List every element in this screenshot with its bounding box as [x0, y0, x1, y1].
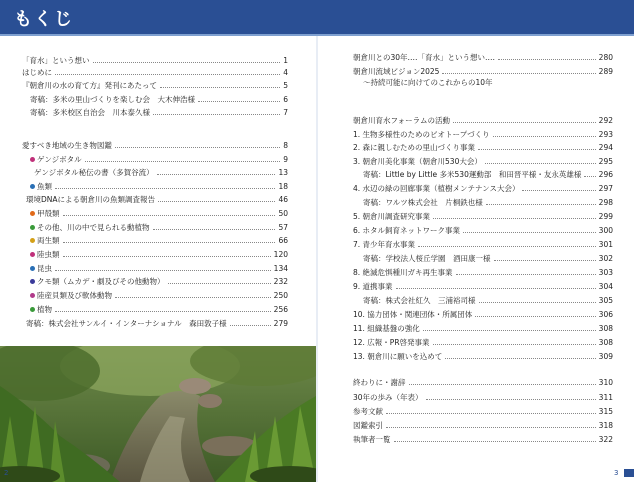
toc-page-number: 295 — [598, 157, 613, 166]
toc-entry[interactable] — [30, 223, 288, 233]
toc-page-number: 309 — [598, 352, 613, 361]
toc-entry-label: 寄稿：多米の里山づくりを楽しむ会 大木伸浩様 — [30, 95, 195, 104]
toc-entry-label: 30年の歩み（年表） — [353, 393, 423, 402]
toc-entry[interactable] — [22, 81, 288, 91]
leader-dots — [168, 283, 271, 284]
toc-entry-label: 4. 水辺の緑の回廊事業（植樹メンテナンス大会） — [353, 184, 520, 193]
toc-entry[interactable] — [26, 319, 288, 329]
toc-entry[interactable] — [30, 305, 288, 315]
toc-entry[interactable] — [353, 212, 613, 222]
leader-dots — [115, 147, 280, 148]
toc-entry[interactable] — [363, 198, 613, 208]
toc-page-number: 296 — [598, 170, 613, 179]
toc-page-number: 120 — [273, 250, 288, 259]
leader-dots — [426, 399, 596, 400]
leader-dots — [396, 288, 596, 289]
toc-entry[interactable] — [30, 95, 288, 105]
toc-entry-label: 寄稿：ワルツ株式会社 片桐鉄也様 — [363, 198, 483, 207]
toc-entry[interactable] — [353, 268, 613, 278]
toc-page-number: 46 — [278, 195, 288, 204]
leader-dots — [55, 270, 271, 271]
toc-entry-label: はじめに — [22, 68, 52, 77]
bullet-dot-icon — [30, 307, 35, 312]
leader-dots — [433, 344, 596, 345]
toc-entry[interactable] — [353, 226, 613, 236]
leader-dots — [93, 62, 281, 63]
toc-entry-label: クモ類（ムカデ・劇及びその他動物） — [30, 277, 165, 287]
toc-entry[interactable] — [30, 182, 288, 192]
leader-dots — [584, 176, 595, 177]
toc-entry[interactable] — [30, 291, 288, 301]
toc-page-number: 298 — [598, 198, 613, 207]
leader-dots — [498, 59, 596, 60]
toc-entry[interactable] — [353, 352, 613, 362]
toc-page-number: 279 — [273, 319, 288, 328]
toc-entry-label: 12. 広報・PR啓発事業 — [353, 338, 430, 347]
bullet-dot-icon — [30, 225, 35, 230]
leader-dots — [442, 73, 595, 74]
toc-entry-label: 13. 朝倉川に願いを込めて — [353, 352, 443, 361]
toc-page-number: 8 — [283, 141, 288, 150]
toc-page-number: 294 — [598, 143, 613, 152]
toc-page-number: 4 — [283, 68, 288, 77]
toc-entry[interactable] — [30, 209, 288, 219]
toc-entry-label: 寄稿：Little by Little 多米530運動部 和田晋平様・友永英雄様 — [363, 170, 582, 179]
toc-page-number: 303 — [598, 268, 613, 277]
toc-page-number: 305 — [598, 296, 613, 305]
toc-entry-label: 1. 生物多様性のためのビオトープづくり — [353, 130, 490, 139]
toc-entry-label: ゲンジボタル秘伝の書（多賀谷流） — [34, 168, 154, 177]
page-number-left: 2 — [4, 469, 9, 477]
corner-tab — [624, 469, 634, 477]
toc-entry-label: 魚類 — [30, 182, 52, 192]
toc-entry[interactable] — [363, 170, 613, 180]
leader-dots — [153, 229, 276, 230]
toc-page-number: 18 — [278, 182, 288, 191]
toc-entry-label: 「育水」という想い — [22, 56, 90, 65]
toc-entry-label: 7. 青少年育水事業 — [353, 240, 416, 249]
toc-page-number: 13 — [278, 168, 288, 177]
toc-entry-label: 2. 森に親しむための里山づくり事業 — [353, 143, 476, 152]
page-title: もくじ — [14, 9, 74, 30]
leader-dots — [160, 87, 280, 88]
leader-dots — [198, 101, 280, 102]
toc-entry-label: 昆虫 — [30, 264, 52, 274]
toc-entry[interactable] — [353, 324, 613, 334]
leader-dots — [55, 188, 275, 189]
leader-dots — [230, 325, 271, 326]
toc-entry[interactable] — [26, 195, 288, 205]
leader-dots — [409, 384, 596, 385]
toc-entry-label: 3. 朝倉川美化事業（朝倉川530大会） — [353, 157, 482, 166]
toc-entry-label: 8. 絶滅危惧種川ガキ再生事業 — [353, 268, 453, 277]
toc-entry-label: 寄稿：株式会社サンルイ・インターナショナル 森田敦子様 — [26, 319, 227, 328]
toc-entry[interactable] — [353, 67, 613, 77]
toc-entry-label: 5. 朝倉川調査研究事業 — [353, 212, 431, 221]
leader-dots — [453, 122, 596, 123]
header-bar — [0, 0, 634, 34]
leader-dots — [158, 201, 275, 202]
toc-entry[interactable] — [353, 143, 613, 153]
toc-entry-label: 朝倉川との30年‥‥「育水」という想い‥‥ — [353, 53, 496, 62]
toc-entry[interactable] — [22, 141, 288, 151]
toc-page-number: 315 — [598, 407, 613, 416]
toc-page-number: 50 — [278, 209, 288, 218]
toc-entry-label: 寄稿：株式会社紅久 三浦裕司様 — [363, 296, 476, 305]
toc-entry-label: 〜持続可能に向けてのこれからの10年 — [363, 78, 493, 87]
toc-entry-label: 11. 組織基盤の強化 — [353, 324, 420, 333]
toc-entry-label: 甲殻類 — [30, 209, 60, 219]
leader-dots — [475, 316, 595, 317]
toc-page-number: 9 — [283, 155, 288, 164]
leader-dots — [418, 246, 596, 247]
toc-entry-label: 陸虫類 — [30, 250, 60, 260]
leader-dots — [478, 149, 596, 150]
leader-dots — [55, 74, 280, 75]
bullet-dot-icon — [30, 211, 35, 216]
toc-entry[interactable] — [353, 338, 613, 348]
leader-dots — [63, 242, 276, 243]
toc-page-number: 134 — [273, 264, 288, 273]
toc-page-number: 66 — [278, 236, 288, 245]
toc-entry-label: 朝倉川流域ビジョン2025 — [353, 67, 440, 76]
toc-entry[interactable] — [363, 254, 613, 264]
toc-entry[interactable] — [363, 296, 613, 306]
toc-page-number: 311 — [598, 393, 613, 402]
toc-entry-label: その他、川の中で見られる動植物 — [30, 223, 150, 233]
leader-dots — [63, 215, 276, 216]
toc-page-number: 7 — [283, 108, 288, 117]
toc-entry[interactable] — [30, 236, 288, 246]
leader-dots — [157, 174, 276, 175]
bullet-dot-icon — [30, 266, 35, 271]
toc-entry-label: 両生類 — [30, 236, 60, 246]
toc-entry-label: 終わりに・謝辞 — [353, 378, 406, 387]
toc-entry-label: 参考文献 — [353, 407, 383, 416]
toc-entry[interactable] — [353, 184, 613, 194]
leader-dots — [153, 114, 280, 115]
bullet-dot-icon — [30, 184, 35, 189]
bullet-dot-icon — [30, 238, 35, 243]
toc-page-number: 308 — [598, 338, 613, 347]
leader-dots — [55, 311, 271, 312]
toc-page-number: 57 — [278, 223, 288, 232]
toc-entry-label: 6. ホタル飼育ネットワーク事業 — [353, 226, 461, 235]
toc-page-number: 250 — [273, 291, 288, 300]
toc-entry[interactable] — [353, 310, 613, 320]
leader-dots — [386, 413, 596, 414]
leader-dots — [479, 302, 596, 303]
leader-dots — [493, 136, 596, 137]
toc-entry[interactable] — [353, 53, 613, 63]
toc-entry[interactable] — [353, 240, 613, 250]
toc-page-number: 280 — [598, 53, 613, 62]
toc-page-number: 318 — [598, 421, 613, 430]
toc-entry-label: 寄稿：多米校区自治会 川本泰久様 — [30, 108, 150, 117]
leader-dots — [423, 330, 596, 331]
toc-page-number: 306 — [598, 310, 613, 319]
toc-page-number: 301 — [598, 240, 613, 249]
leader-dots — [445, 358, 595, 359]
leader-dots — [456, 274, 596, 275]
toc-entry[interactable] — [30, 108, 288, 118]
leader-dots — [386, 427, 596, 428]
stream-photo — [0, 346, 316, 482]
toc-entry[interactable] — [353, 407, 613, 417]
toc-page-number: 232 — [273, 277, 288, 286]
toc-entry-label: 朝倉川育水フォーラムの活動 — [353, 116, 451, 125]
leader-dots — [494, 260, 596, 261]
toc-entry[interactable] — [353, 393, 613, 403]
bullet-dot-icon — [30, 252, 35, 257]
leader-dots — [115, 297, 271, 298]
toc-entry-label: 『朝倉川の水の育て方』発刊にあたって — [22, 81, 157, 90]
leader-dots — [486, 204, 596, 205]
toc-entry-label: 執筆者一覧 — [353, 435, 391, 444]
toc-page-number: 292 — [598, 116, 613, 125]
toc-entry[interactable] — [353, 378, 613, 388]
toc-entry[interactable] — [22, 68, 288, 78]
leader-dots — [522, 190, 595, 191]
toc-page-number: 304 — [598, 282, 613, 291]
toc-page-number: 6 — [283, 95, 288, 104]
toc-entry[interactable] — [353, 282, 613, 292]
toc-entry[interactable] — [363, 78, 613, 88]
toc-entry[interactable] — [353, 157, 613, 167]
toc-entry[interactable] — [34, 168, 288, 178]
toc-entry[interactable] — [353, 130, 613, 140]
toc-page-number: 1 — [283, 56, 288, 65]
toc-page-number: 5 — [283, 81, 288, 90]
toc-page-number: 310 — [598, 378, 613, 387]
bullet-dot-icon — [30, 157, 35, 162]
page-gutter — [316, 36, 318, 482]
toc-page-number: 300 — [598, 226, 613, 235]
toc-page-number: 289 — [598, 67, 613, 76]
leader-dots — [394, 441, 596, 442]
leader-dots — [85, 161, 281, 162]
toc-entry[interactable] — [353, 435, 613, 445]
toc-entry-label: 環境DNAによる朝倉川の魚類調査報告 — [26, 195, 156, 204]
leader-dots — [463, 232, 596, 233]
leader-dots — [485, 163, 596, 164]
bullet-dot-icon — [30, 279, 35, 284]
toc-entry[interactable] — [30, 277, 288, 287]
toc-entry-label: 図鑑索引 — [353, 421, 383, 430]
toc-entry-label: 寄稿：学校法人桜丘学園 酒田康一様 — [363, 254, 491, 263]
toc-entry-label: ゲンジボタル — [30, 155, 82, 165]
toc-page-number: 256 — [273, 305, 288, 314]
toc-page-number: 322 — [598, 435, 613, 444]
toc-entry-label: 9. 道携事業 — [353, 282, 393, 291]
toc-page-number: 299 — [598, 212, 613, 221]
toc-entry-label: 陸産貝類及び軟体動物 — [30, 291, 112, 301]
leader-dots — [63, 256, 271, 257]
toc-entry-label: 愛すべき地域の生き物図鑑 — [22, 141, 112, 150]
toc-page-number: 297 — [598, 184, 613, 193]
toc-entry[interactable] — [30, 264, 288, 274]
toc-entry[interactable] — [353, 116, 613, 126]
toc-page-number: 308 — [598, 324, 613, 333]
toc-page-number: 302 — [598, 254, 613, 263]
toc-page-number: 293 — [598, 130, 613, 139]
toc-entry-label: 植物 — [30, 305, 52, 315]
toc-entry[interactable] — [353, 421, 613, 431]
toc-entry[interactable] — [22, 56, 288, 66]
page-number-right: 3 — [614, 469, 619, 477]
leader-dots — [433, 218, 596, 219]
toc-entry[interactable] — [30, 155, 288, 165]
toc-entry-label: 10. 協力団体・関連団体・所属団体 — [353, 310, 473, 319]
bullet-dot-icon — [30, 293, 35, 298]
toc-entry[interactable] — [30, 250, 288, 260]
